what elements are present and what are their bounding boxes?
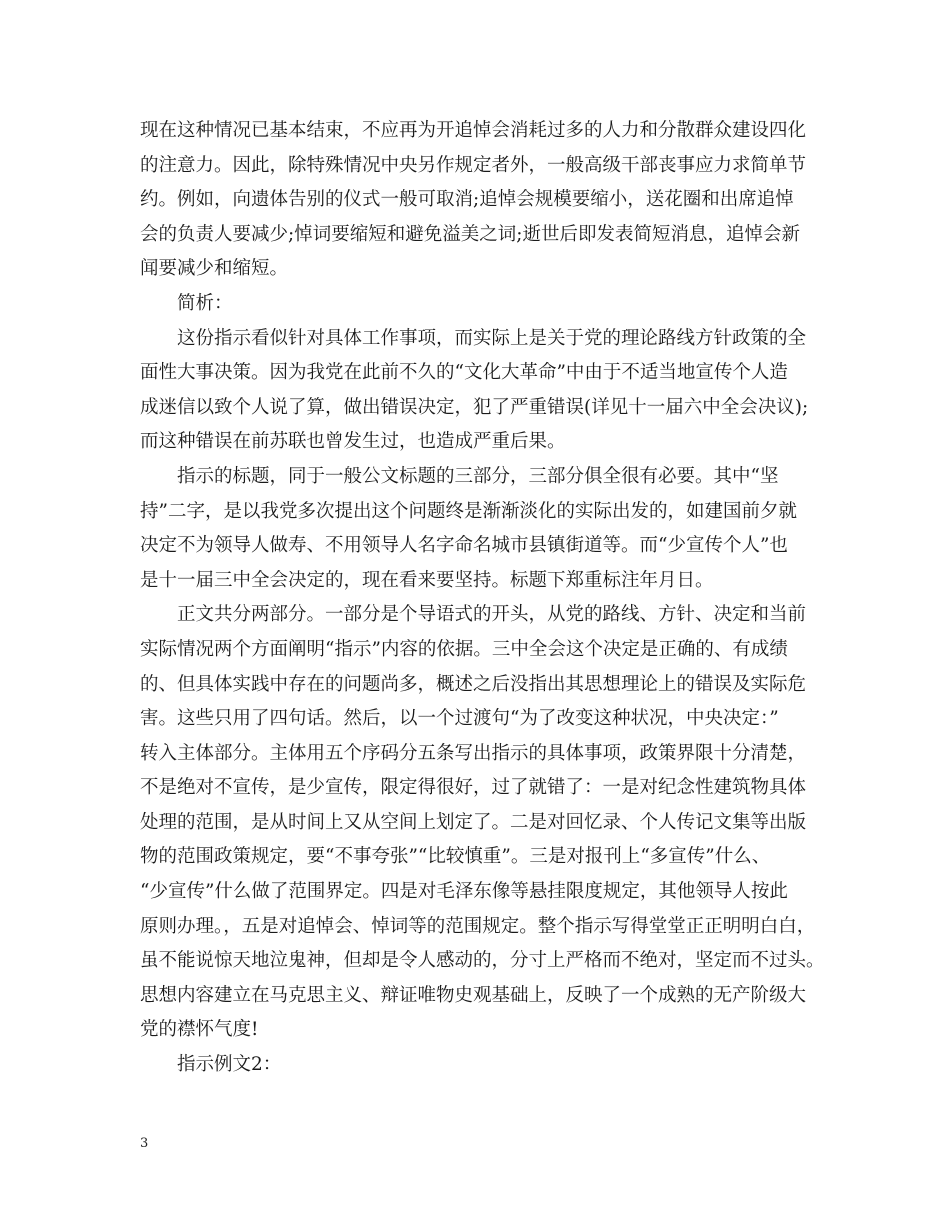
text-line: 是十一届三中全会决定的，现在看来要坚持。标题下郑重标注年月日。 <box>140 569 714 591</box>
text-line: “少宣传”什么做了范围界定。四是对毛泽东像等悬挂限度规定，其他领导人按此 <box>140 881 788 903</box>
text-line: 成迷信以致个人说了算，做出错误决定，犯了严重错误(详见十一届六中全会决议); <box>140 396 809 418</box>
text-line: 处理的范围，是从时间上又从空间上划定了。二是对回忆录、个人传记文集等出版 <box>140 811 807 833</box>
text-line: 原则办理。，五是对追悼会、悼词等的范围规定。整个指示写得堂堂正正明明白白， <box>140 915 816 937</box>
document-body <box>140 114 830 1083</box>
page-number: 3 <box>140 1136 149 1151</box>
text-line: 物的范围政策规定，要“不事夸张”“比较慎重”。三是对报刊上“多宣传”什么、 <box>140 846 771 868</box>
text-line: 会的负责人要减少;悼词要缩短和避免溢美之词;逝世后即发表简短消息，追悼会新 <box>140 223 800 245</box>
text-line: 实际情况两个方面阐明“指示”内容的依据。三中全会这个决定是正确的、有成绩 <box>140 638 788 660</box>
text-line: 虽不能说惊天地泣鬼神，但却是令人感动的，分寸上严格而不绝对，坚定而不过头。 <box>140 950 825 972</box>
text-line: 而这种错误在前苏联也曾发生过，也造成严重后果。 <box>140 431 566 453</box>
text-line: 决定不为领导人做寿、不用领导人名字命名城市县镇街道等。而“少宣传个人”也 <box>140 535 788 557</box>
text-line: 闻要减少和缩短。 <box>140 258 289 280</box>
text-line: 思想内容建立在马克思主义、辩证唯物史观基础上，反映了一个成熟的无产阶级大 <box>140 984 807 1006</box>
text-line: 正文共分两部分。一部分是个导语式的开头，从党的路线、方针、决定和当前 <box>177 604 807 626</box>
text-line: 这份指示看似针对具体工作事项，而实际上是关于党的理论路线方针政策的全 <box>177 327 807 349</box>
text-line: 害。这些只用了四句话。然后，以一个过渡句“为了改变这种状况，中央决定：” <box>140 708 779 730</box>
text-line: 不是绝对不宣传，是少宣传，限定得很好，过了就错了：一是对纪念性建筑物具体 <box>140 777 807 799</box>
text-line: 指示的标题，同于一般公文标题的三部分，三部分俱全很有必要。其中“坚 <box>177 465 779 487</box>
section-heading: 简析： <box>177 292 233 314</box>
text-line: 的、但具体实践中存在的问题尚多，概述之后没指出其思想理论上的错误及实际危 <box>140 673 807 695</box>
text-line: 面性大事决策。因为我党在此前不久的“文化大革命”中由于不适当地宣传个人造 <box>140 362 788 384</box>
text-line: 约。例如，向遗体告别的仪式一般可取消;追悼会规模要缩小，送花圈和出席追悼 <box>140 189 794 211</box>
section-heading: 指示例文2： <box>177 1054 282 1076</box>
text-line: 党的襟怀气度! <box>140 1019 259 1041</box>
text-line: 持”二字，是以我党多次提出这个问题终是渐渐淡化的实际出发的，如建国前夕就 <box>140 500 797 522</box>
text-line: 的注意力。因此，除特殊情况中央另作规定者外，一般高级干部丧事应力求简单节 <box>140 154 807 176</box>
text-line: 现在这种情况已基本结束，不应再为开追悼会消耗过多的人力和分散群众建设四化 <box>140 120 807 141</box>
text-line: 转入主体部分。主体用五个序码分五条写出指示的具体事项，政策界限十分清楚， <box>140 742 807 764</box>
